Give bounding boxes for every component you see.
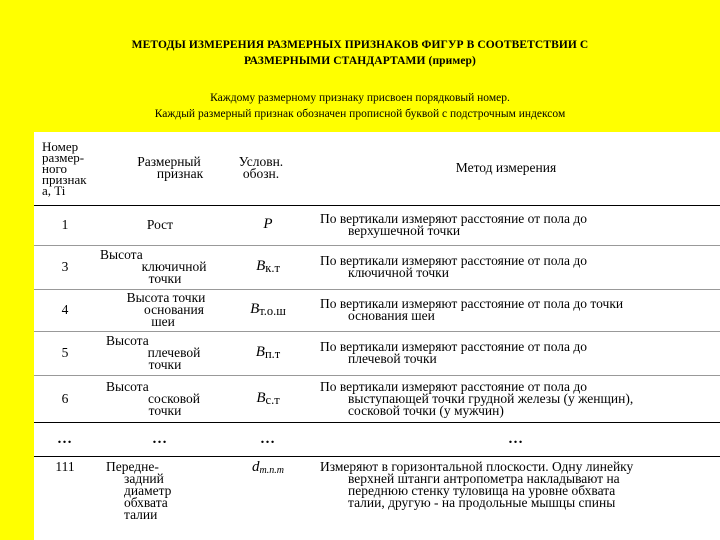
method-line: сосковой точки (у мужчин) [348,402,504,418]
row-attribute-line: точки [148,271,182,286]
row-attribute [96,456,224,540]
row-attribute [96,289,224,331]
table-row [34,245,720,289]
row-symbol [224,205,312,245]
row-attribute-line: диаметр [124,482,172,498]
header-attribute-line: Размерный [137,154,201,170]
row-attribute-line: точки [148,402,182,418]
ellipsis-attribute: … [96,422,224,456]
row-method [312,205,720,245]
row-attribute-line: основания [144,302,204,317]
table-row [34,456,720,540]
symbol-subscript: т.п.т [259,464,285,476]
method-line: выступающей точки грудной железы (у женщин), [348,390,634,406]
symbol-letter: P [263,216,273,232]
method-line: По вертикали измеряют расстояние от пола до точки [320,296,624,311]
method-line: По вертикали измеряют расстояние от пола до [320,378,588,394]
row-attribute-line: Высота [100,247,143,262]
method-line: плечевой точки [348,351,437,366]
method-line: переднюю стенку туловища на уровне обхвата [348,482,616,498]
symbol-letter: B [255,344,265,360]
row-attribute-line: плечевой [147,345,201,360]
symbol-letter: B [250,301,260,317]
row-attribute-line: точки [148,357,182,372]
row-attribute [96,205,224,245]
method-line: По вертикали измеряют расстояние от пола до [320,211,588,226]
method-line: верхушечной точки [348,223,461,238]
row-attribute-line: сосковой [148,390,200,406]
row-attribute-line: шеи [151,314,175,329]
header-number-line: размер- [42,149,85,165]
header-symbol-column [224,132,312,205]
symbol-subscript: п.т [264,347,281,361]
subtitle-line-2: Каждый размерный признак обозначен прописной буквой с подстрочным индексом [154,108,566,120]
ellipsis-method: … [312,422,720,456]
row-method [312,331,720,375]
table-row [34,375,720,422]
row-number: 4 [34,289,96,331]
header-number-line: а, Ti [42,182,66,198]
row-attribute-line: Высота [106,333,149,348]
row-symbol [224,456,312,540]
row-number: 6 [34,375,96,422]
method-line: По вертикали измеряют расстояние от пола до [320,339,588,354]
row-method [312,245,720,289]
row-attribute [96,331,224,375]
document-subtitle [0,90,720,122]
header-number-line: признак [42,171,87,187]
row-attribute-line: обхвата [124,494,168,510]
row-method [312,375,720,422]
ellipsis-row [34,422,720,456]
header-attribute-line: признак [156,166,204,182]
table-row [34,331,720,375]
row-symbol [224,375,312,422]
symbol-subscript: т.о.ш [259,304,286,318]
header-method-column: Метод измерения [312,132,720,205]
row-attribute-line: Высота точки [126,290,206,305]
measurement-table-sheet [34,132,720,540]
title-line-2: РАЗМЕРНЫМИ СТАНДАРТАМИ (пример) [244,55,476,67]
header-attribute-column [96,132,224,205]
ellipsis-number: … [34,422,96,456]
row-attribute-line: Передне- [106,458,159,474]
row-number: 1 [34,205,96,245]
row-attribute-line: Рост [146,217,174,232]
header-symbol-line: обозн. [242,166,280,182]
row-symbol [224,245,312,289]
row-symbol [224,331,312,375]
row-attribute-line: талии [124,506,158,522]
header-number-line: ного [42,160,67,176]
row-attribute-line: Высота [106,378,149,394]
table-header-row [34,132,720,205]
header-symbol-line: Условн. [238,154,284,170]
ellipsis-symbol: … [224,422,312,456]
row-method [312,289,720,331]
row-symbol [224,289,312,331]
table-row [34,205,720,245]
method-line: талии, другую - на продольные мышцы спины [348,494,616,510]
table-row [34,289,720,331]
row-number: 5 [34,331,96,375]
row-method [312,456,720,540]
row-attribute-line: ключичной [141,259,207,274]
header-number-column [34,132,96,205]
symbol-subscript: с.т [265,392,280,407]
method-line: Измеряют в горизонтальной плоскости. Одну линейку [320,458,634,474]
row-attribute [96,375,224,422]
subtitle-line-1: Каждому размерному признаку присвоен порядковый номер. [210,92,510,104]
method-line: основания шеи [348,308,435,323]
method-line: верхней штанги антропометра накладывают на [348,470,620,486]
symbol-letter: B [256,389,266,406]
title-line-1: МЕТОДЫ ИЗМЕРЕНИЯ РАЗМЕРНЫХ ПРИЗНАКОВ ФИГУР В СООТВЕТСТВИИ С [131,39,589,51]
row-attribute-line: задний [124,470,164,486]
header-number-line: Номер [42,138,79,154]
method-line: ключичной точки [348,265,449,280]
row-number: 3 [34,245,96,289]
document-title [0,37,720,69]
method-line: По вертикали измеряют расстояние от пола до [320,253,588,268]
symbol-letter: d [251,458,260,475]
symbol-subscript: к.т [265,261,280,275]
row-attribute [96,245,224,289]
row-number: 111 [55,458,75,474]
symbol-letter: B [256,258,266,274]
measurement-methods-table [34,132,720,540]
